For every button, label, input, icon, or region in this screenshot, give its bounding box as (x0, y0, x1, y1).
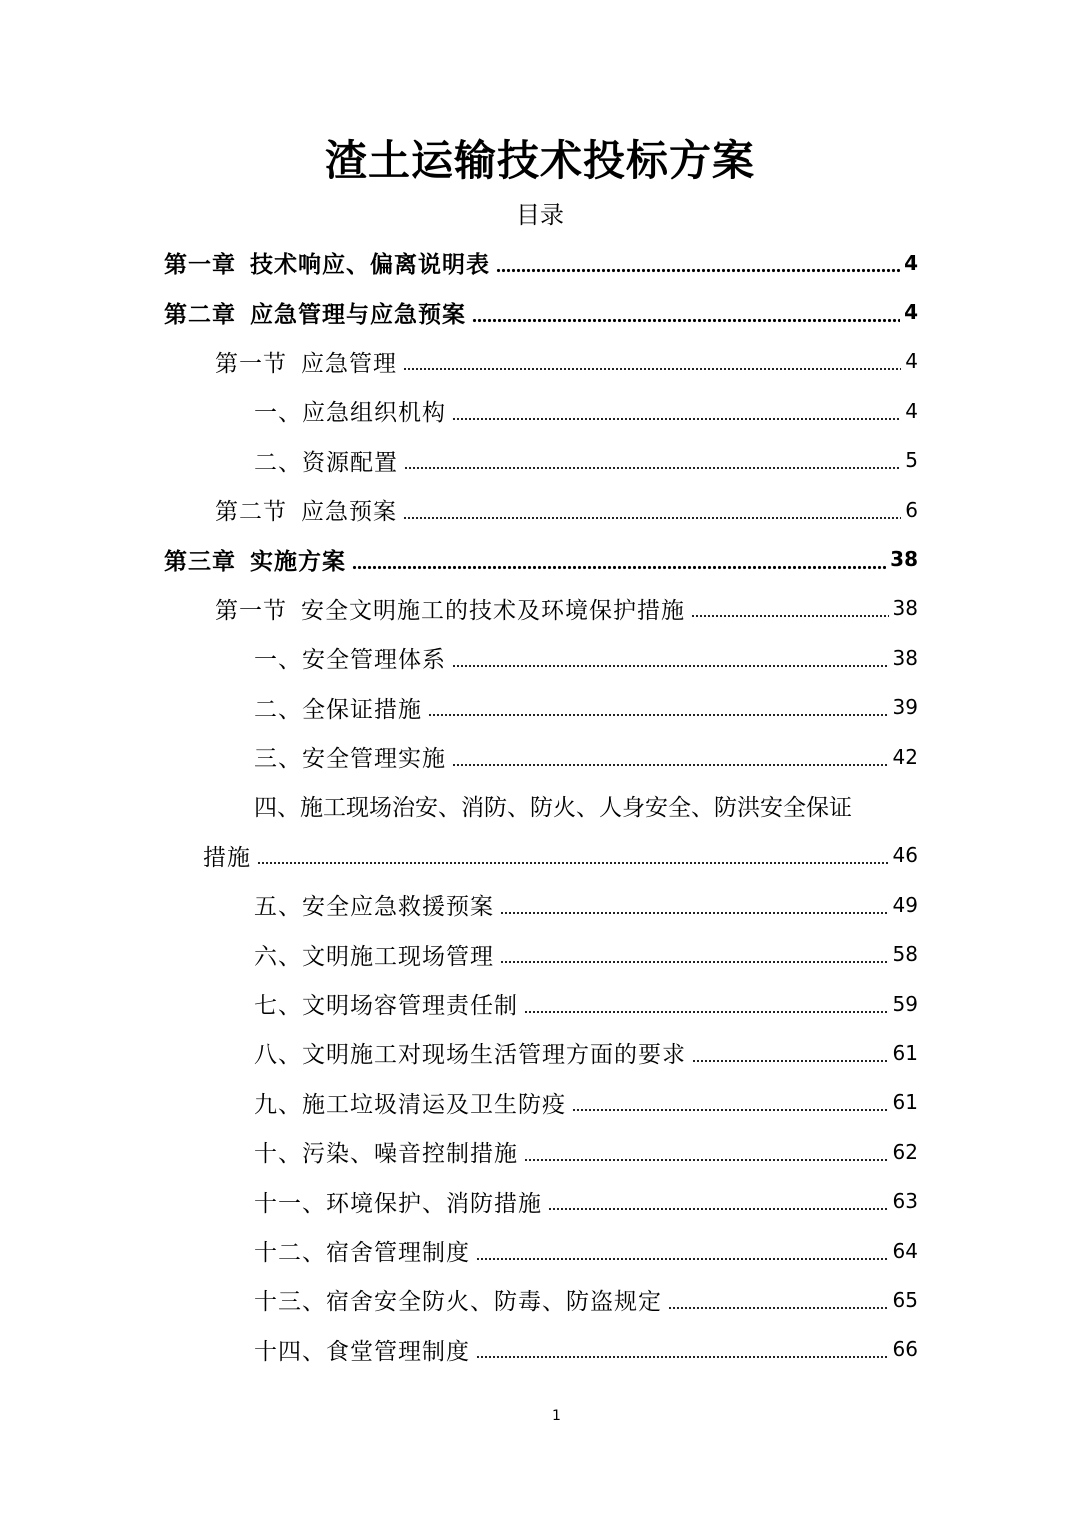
dot-leader (257, 859, 889, 867)
dot-leader (428, 711, 889, 719)
document-title: 渣土运输技术投标方案 (324, 136, 755, 185)
toc-entry-item[interactable] (0, 1127, 1080, 1176)
dot-leader (403, 365, 901, 373)
section-number: 第二节 (215, 499, 287, 526)
item-title: 十一、环境保护、消防措施 (254, 1190, 542, 1217)
toc-page-number: 38 (892, 645, 918, 670)
toc-page-number: 38 (890, 547, 918, 572)
toc-entry-chapter-1[interactable] (0, 238, 1080, 287)
toc-page-number: 39 (892, 695, 918, 720)
toc-page-number: 42 (892, 744, 918, 769)
dot-leader (500, 909, 889, 917)
item-title: 二、资源配置 (254, 449, 398, 476)
item-title: 四、施工现场治安、消防、防火、人身安全、防洪安全保证 (254, 795, 852, 822)
dot-leader (496, 267, 900, 275)
toc-entry-label (164, 246, 490, 279)
toc-page-number: 61 (892, 1090, 918, 1115)
item-title: 十三、宿舍安全防火、防毒、防盗规定 (254, 1289, 662, 1316)
dot-leader (476, 1353, 889, 1361)
toc-page-number: 6 (905, 497, 918, 522)
dot-leader (524, 1008, 889, 1016)
dot-leader (524, 1156, 889, 1164)
section-title: 应急管理 (301, 350, 397, 377)
dot-leader (548, 1205, 889, 1213)
dot-leader (404, 464, 901, 472)
toc-page-number: 58 (892, 942, 918, 967)
dot-leader (500, 958, 889, 966)
toc-page-number: 46 (892, 843, 918, 868)
chapter-title: 实施方案 (250, 547, 346, 575)
toc-page-number: 4 (904, 250, 918, 275)
toc-page-number: 61 (892, 1040, 918, 1065)
toc-entry-item[interactable] (0, 386, 1080, 435)
dot-leader (452, 662, 889, 670)
toc-entry-item[interactable] (0, 633, 1080, 682)
toc-entry-chapter-2[interactable] (0, 287, 1080, 336)
chapter-number: 第三章 (164, 547, 236, 575)
toc-entry-section[interactable] (0, 337, 1080, 386)
footer-page-number: 1 (552, 1408, 561, 1424)
toc-entry-item[interactable] (0, 1226, 1080, 1275)
item-title: 一、应急组织机构 (254, 400, 446, 427)
section-title: 应急预案 (301, 499, 397, 526)
toc-page-number: 4 (904, 300, 918, 325)
toc-entry-chapter-3[interactable] (0, 534, 1080, 583)
toc-page-number: 38 (892, 596, 918, 621)
toc-entry-label (215, 493, 397, 526)
toc-entry-item-continuation[interactable] (0, 831, 1080, 880)
toc-entry-label (164, 543, 346, 576)
toc-entry-item[interactable] (0, 929, 1080, 978)
item-title: 二、全保证措施 (254, 696, 422, 723)
toc-page-number: 62 (892, 1139, 918, 1164)
toc-page-number: 66 (892, 1337, 918, 1362)
item-title: 三、安全管理实施 (254, 746, 446, 773)
section-number: 第一节 (215, 597, 287, 624)
dot-leader (668, 1304, 889, 1312)
toc-entry-item[interactable] (0, 1325, 1080, 1374)
toc-page-number: 4 (905, 349, 918, 374)
chapter-number: 第二章 (164, 300, 236, 328)
dot-leader (691, 612, 889, 620)
toc-entry-item[interactable] (0, 979, 1080, 1028)
toc-entry-label (215, 592, 685, 625)
toc-entry-item[interactable] (0, 1275, 1080, 1324)
item-title: 七、文明场容管理责任制 (254, 993, 518, 1020)
toc-page-number: 63 (892, 1189, 918, 1214)
toc-entry-item[interactable] (0, 732, 1080, 781)
chapter-title: 应急管理与应急预案 (250, 300, 466, 328)
section-title: 安全文明施工的技术及环境保护措施 (301, 597, 685, 624)
dot-leader (692, 1057, 889, 1065)
dot-leader (572, 1106, 889, 1114)
toc-page-number: 59 (892, 991, 918, 1016)
item-title-continuation: 措施 (203, 844, 251, 871)
toc-entry-item[interactable] (0, 436, 1080, 485)
item-title: 十二、宿舍管理制度 (254, 1240, 470, 1266)
toc-entry-item-wrapped[interactable] (0, 781, 1080, 830)
dot-leader (352, 563, 886, 571)
section-number: 第一节 (215, 350, 287, 377)
toc-entry-item[interactable] (0, 683, 1080, 732)
item-title: 十、污染、噪音控制措施 (254, 1141, 518, 1168)
toc-entry-item[interactable] (0, 880, 1080, 929)
item-title: 六、文明施工现场管理 (254, 943, 494, 970)
toc-page-number: 64 (892, 1238, 918, 1263)
item-title: 五、安全应急救援预案 (254, 894, 494, 921)
chapter-title: 技术响应、偏离说明表 (250, 251, 490, 279)
toc-page-number: 65 (892, 1287, 918, 1312)
toc-entry-label (164, 296, 466, 329)
item-title: 八、文明施工对现场生活管理方面的要求 (254, 1042, 686, 1069)
item-title: 十四、食堂管理制度 (254, 1338, 470, 1365)
toc-entry-section[interactable] (0, 485, 1080, 534)
dot-leader (476, 1255, 889, 1263)
toc-page-number: 5 (905, 448, 918, 473)
toc-entry-label (215, 345, 397, 378)
chapter-number: 第一章 (164, 251, 236, 279)
dot-leader (472, 316, 900, 324)
toc-entry-item[interactable] (0, 1176, 1080, 1225)
dot-leader (452, 761, 889, 769)
table-of-contents (0, 238, 1080, 1374)
item-title: 九、施工垃圾清运及卫生防疫 (254, 1091, 566, 1118)
dot-leader (403, 514, 901, 522)
item-title: 一、安全管理体系 (254, 647, 446, 674)
toc-entry-section[interactable] (0, 584, 1080, 633)
toc-heading: 目录 (516, 201, 564, 229)
toc-page-number: 49 (892, 892, 918, 917)
dot-leader (452, 415, 901, 423)
toc-entry-item[interactable] (0, 1028, 1080, 1077)
toc-entry-item[interactable] (0, 1078, 1080, 1127)
toc-page-number: 4 (905, 398, 918, 423)
